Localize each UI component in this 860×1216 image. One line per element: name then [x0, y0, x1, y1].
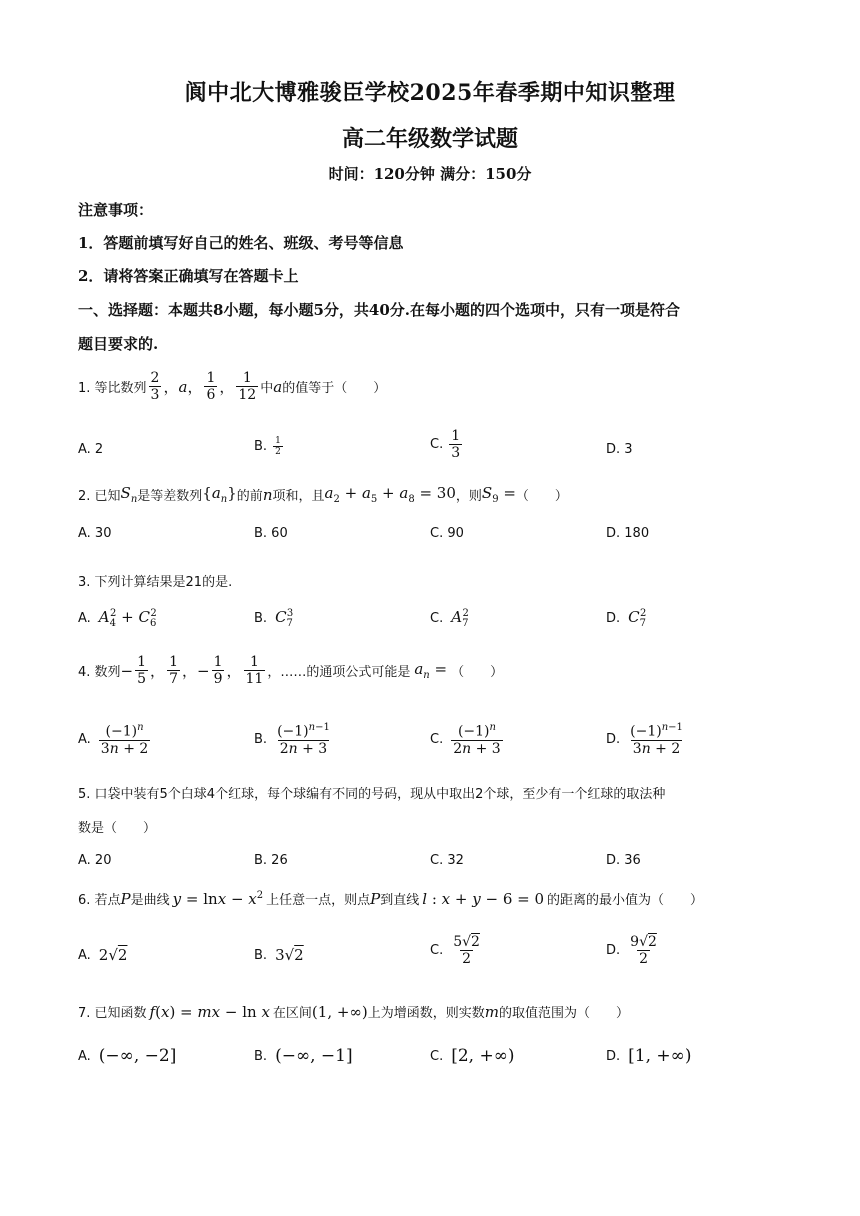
q2-text-5: ，则: [455, 489, 482, 504]
question-5-stem-line2: 数是（ ）: [78, 821, 157, 836]
q3-option-a[interactable]: A. $A_4^2 + C_6^2$: [78, 608, 157, 629]
q2-text-6: （ ）: [515, 489, 568, 504]
q7-text-4: 的取值范围为（ ）: [499, 1006, 630, 1021]
q6-option-d-label: D.: [606, 943, 621, 959]
notes-item-1: 1．答题前填写好自己的姓名、班级、考号等信息: [78, 234, 404, 252]
q6-text-1: 6. 若点: [78, 893, 121, 908]
q3-option-b-label: B.: [254, 611, 268, 626]
q4-option-b-label: B.: [254, 731, 268, 747]
q2-option-d[interactable]: D. 180: [606, 526, 650, 541]
q2-text-3: 的前: [236, 489, 263, 504]
q1-text: 1. 等比数列: [78, 381, 147, 397]
q5-option-c[interactable]: C. 32: [430, 853, 464, 868]
q2-option-c[interactable]: C. 90: [430, 526, 464, 541]
q6-text-3: 上任意一点，则点: [266, 893, 371, 908]
q5-option-b[interactable]: B. 26: [254, 853, 288, 868]
section1-line2: 题目要求的.: [78, 335, 159, 353]
q4-option-b[interactable]: B. $\frac{(-1)^{n-1}}{2n + 3}$: [254, 722, 330, 757]
q7-option-b-label: B.: [254, 1048, 268, 1064]
q3-option-a-label: A.: [78, 611, 91, 626]
question-5-stem-line1: 5. 口袋中装有5个白球4个红球，每个球编有不同的号码，现从中取出2个球，至少有一个红球的取法种: [78, 787, 666, 802]
q1-option-c-label: C.: [430, 437, 444, 453]
question-4-stem: 4. 数列 − $\frac{1}{5}$ ， $\frac{1}{7}$ ，− $\frac{1}{9}$ ， $\frac{1}{11}$ ，……的通项公式可能是 $a_n$ = （ ）: [78, 654, 504, 688]
q3-option-c[interactable]: C. $A_7^2$: [430, 608, 469, 629]
q1-frac-1-12: $\frac{1}{12}$: [238, 370, 257, 404]
q1-option-b-label: B.: [254, 439, 268, 455]
q6-option-a-label: A.: [78, 947, 91, 963]
q6-option-c[interactable]: C. $\frac{5√2}{2}$: [430, 934, 480, 968]
q7-text-1: 7. 已知函数: [78, 1006, 147, 1021]
time-score: 时间：120分钟 满分：150分: [328, 165, 532, 183]
q7-option-d[interactable]: D. [1, +∞): [606, 1046, 692, 1066]
q1-option-b-frac: $\frac{1}{2}$: [275, 436, 281, 458]
q6-option-d[interactable]: D. $\frac{9√2}{2}$: [606, 934, 657, 968]
q3-option-c-label: C.: [430, 611, 444, 626]
q7-option-a-label: A.: [78, 1048, 91, 1064]
q1-option-b[interactable]: [254, 436, 285, 458]
q7-option-c[interactable]: C. [2, +∞): [430, 1046, 515, 1066]
q1-option-a[interactable]: A. 2: [78, 442, 104, 457]
q6-text-5: 的距离的最小值为（ ）: [547, 893, 704, 908]
q1-frac-1-6: $\frac{1}{6}$: [206, 370, 216, 404]
q4-option-c-label: C.: [430, 731, 444, 747]
exam-title: 阆中北大博雅骏臣学校2025年春季期中知识整理: [184, 80, 676, 106]
q1-option-c[interactable]: [430, 428, 464, 461]
q6-option-b[interactable]: B. 3√2: [254, 946, 304, 964]
q2-text-4: 项和，且: [272, 489, 325, 504]
q1-text-3: 的值等于（ ）: [282, 381, 387, 397]
q4-text-1: 4. 数列: [78, 665, 121, 681]
q2-text-1: 2. 已知: [78, 489, 121, 504]
question-6-stem: 6. 若点 P 是曲线 $y = \ln x - x^2$ 上任意一点，则点 P 到直线 l : x + y − 6 = 0 的距离的最小值为（ ）: [78, 889, 704, 908]
q2-text-2: 是等差数列: [137, 489, 203, 504]
notes-item-2: 2．请将答案正确填写在答题卡上: [78, 267, 299, 285]
q5-option-a[interactable]: A. 20: [78, 853, 112, 868]
q7-option-c-label: C.: [430, 1048, 444, 1064]
notes-heading: 注意事项：: [78, 201, 154, 219]
q3-option-b[interactable]: B. $C_7^3$: [254, 608, 294, 629]
q6-text-2: 是曲线: [130, 893, 170, 908]
q1-frac-2-3: $\frac{2}{3}$: [150, 370, 160, 404]
q6-option-c-label: C.: [430, 943, 444, 959]
q6-option-a[interactable]: A. 2√2: [78, 946, 128, 964]
q5-option-d[interactable]: D. 36: [606, 853, 641, 868]
q1-text-2: 中: [260, 381, 274, 397]
question-2-stem: 2. 已知 $S_n$ 是等差数列 $\{a_n\}$ 的前 n 项和，且 $a_2 + a_5 + a_8 = 30$ ，则 $S_9$ = （ ）: [78, 484, 568, 505]
q2-option-b[interactable]: B. 60: [254, 526, 288, 541]
q7-option-a[interactable]: A. (−∞, −2]: [78, 1046, 177, 1066]
q4-option-a-label: A.: [78, 731, 91, 747]
q4-text-3: （ ）: [451, 665, 504, 681]
q1-option-c-frac: $\frac{1}{3}$: [451, 428, 461, 462]
q3-option-d-label: D.: [606, 611, 621, 626]
question-7-stem: 7. 已知函数 f(x) = mx − ln x 在区间 (1, +∞) 上为增函数，则实数 m 的取值范围为（ ）: [78, 1002, 630, 1021]
exam-subtitle: 高二年级数学试题: [341, 126, 518, 152]
section1-line1: 一、选择题：本题共8小题，每小题5分，共40分.在每小题的四个选项中，只有一项是符合: [78, 301, 680, 319]
q7-option-b[interactable]: B. (−∞, −1]: [254, 1046, 353, 1066]
q3-option-d[interactable]: D. $C_7^2$: [606, 608, 647, 629]
q4-option-d-label: D.: [606, 731, 621, 747]
q4-text-2: ，……的通项公式可能是: [267, 665, 411, 681]
q2-option-a[interactable]: A. 30: [78, 526, 112, 541]
question-1-stem: 1. 等比数列 $\frac{2}{3}$ ， a ， $\frac{1}{6}$ ， $\frac{1}{12}$ 中 a 的值等于（ ）: [78, 370, 387, 404]
q4-option-c[interactable]: C. $\frac{(-1)^n}{2n + 3}$: [430, 722, 501, 757]
q7-text-3: 上为增函数，则实数: [367, 1006, 485, 1021]
q6-option-b-label: B.: [254, 947, 268, 963]
q6-text-4: 到直线: [380, 893, 420, 908]
q7-text-2: 在区间: [272, 1006, 312, 1021]
q7-option-d-label: D.: [606, 1048, 621, 1064]
q4-option-d[interactable]: D. $\frac{(-1)^{n-1}}{3n + 2}$: [606, 722, 683, 757]
q4-option-a[interactable]: A. $\frac{(-1)^n}{3n + 2}$: [78, 722, 149, 757]
question-3-stem: 3. 下列计算结果是21的是.: [78, 575, 233, 590]
q1-option-d[interactable]: D. 3: [606, 442, 633, 457]
